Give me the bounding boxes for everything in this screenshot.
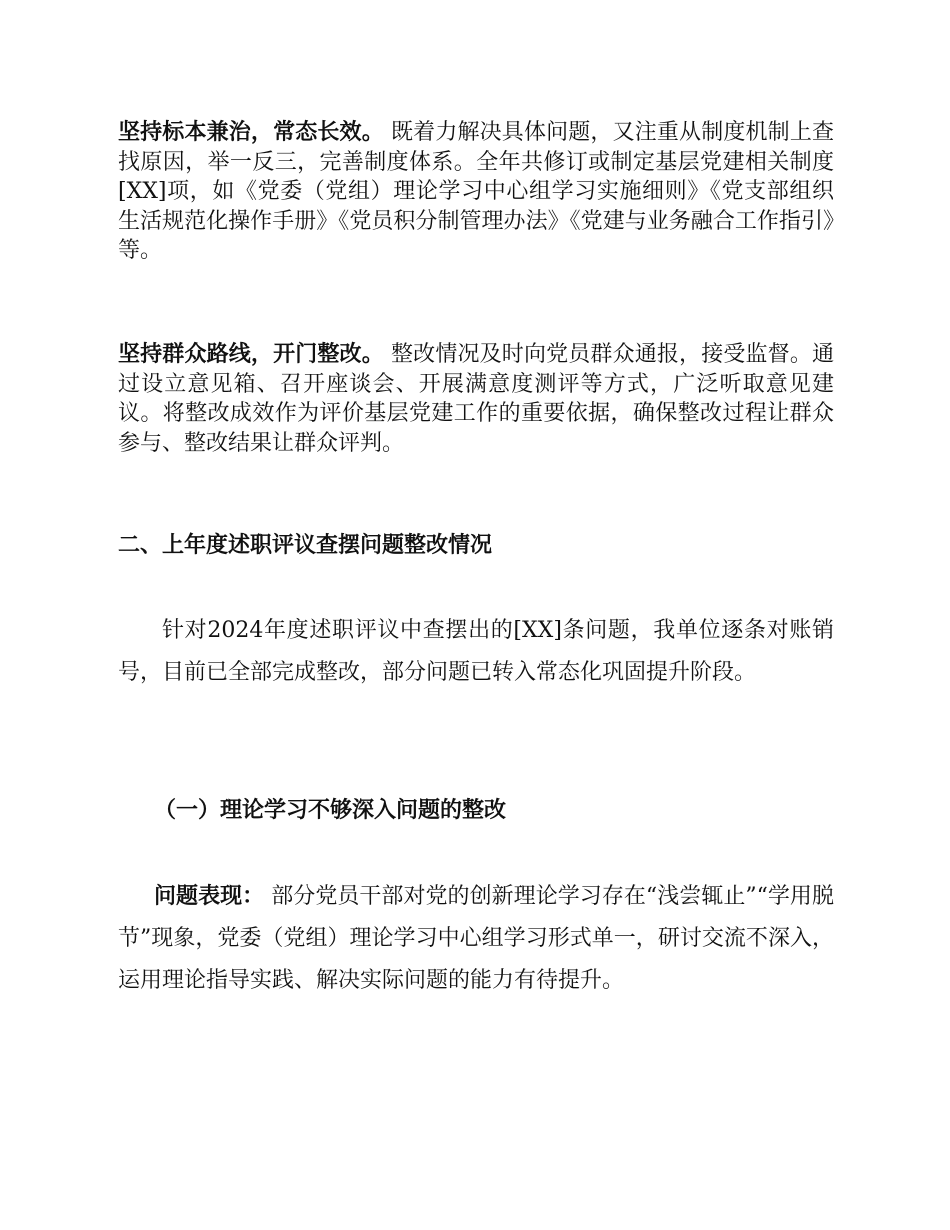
- paragraph-lead: 问题表现：: [154, 884, 265, 909]
- subsection-heading: （一）理论学习不够深入问题的整改: [154, 798, 507, 823]
- paragraph-problem: [118, 876, 834, 1002]
- paragraph-body: 既着力解决具体问题，又注重从制度机制上查找原因，举一反三，完善制度体系。全年共修订或制定基层党建相关制度[XX]项，如《党委（党组）理论学习中心组学习实施细则》《党支部组织生活规范化操作手册》《党员积分制管理办法》《党建与业务融合工作指引》等。: [118, 120, 834, 263]
- paragraph-summary: 针对2024年度述职评议中查摆出的[XX]条问题，我单位逐条对账销号，目前已全部完成整改，部分问题已转入常态化巩固提升阶段。: [118, 618, 834, 685]
- paragraph-body: 整改情况及时向党员群众通报，接受监督。通过设立意见箱、召开座谈会、开展满意度测评等方式，广泛听取意见建议。将整改成效作为评价基层党建工作的重要依据，确保整改过程让群众参与、整改结果让群众评判。: [118, 342, 834, 456]
- paragraph-lead: 坚持群众路线，开门整改。: [118, 342, 384, 367]
- paragraph-mass-line: [118, 340, 834, 458]
- paragraph-body: 部分党员干部对党的创新理论学习存在“浅尝辄止”“学用脱节”现象，党委（党组）理论学习中心组学习形式单一，研讨交流不深入，运用理论指导实践、解决实际问题的能力有待提升。: [118, 884, 834, 993]
- paragraph-lead: 坚持标本兼治，常态长效。: [118, 120, 384, 145]
- paragraph-standards: [118, 118, 834, 266]
- section-heading: 二、上年度述职评议查摆问题整改情况: [118, 533, 493, 558]
